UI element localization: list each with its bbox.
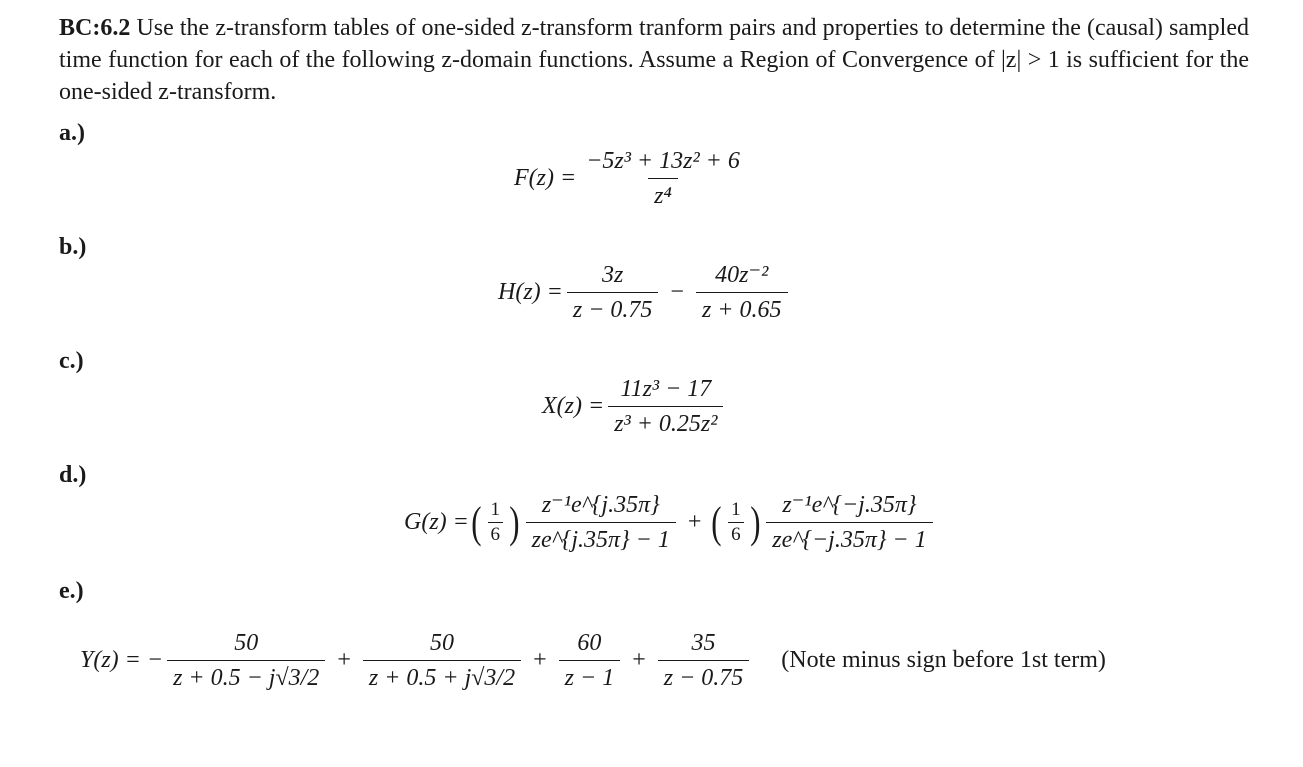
equation-d-lhs: G(z) =	[404, 509, 469, 535]
equation-d-operator: +	[687, 509, 702, 535]
equation-b-term-2-numerator: 40z⁻²	[715, 262, 769, 288]
equation-c-fraction	[608, 376, 723, 437]
equation-e-term-4-numerator: 35	[691, 630, 716, 656]
equation-e-term-1-numerator: 50	[234, 630, 259, 656]
problem-statement	[59, 12, 1249, 108]
equation-e-term-4-denominator: z − 0.75	[658, 660, 750, 691]
equation-e-plus-1: +	[337, 647, 351, 673]
part-e-label: e.)	[59, 578, 84, 604]
equation-b-term-2	[696, 262, 788, 323]
equation-d-open-paren-2: (	[711, 497, 722, 547]
equation-a-denominator: z⁴	[648, 178, 678, 209]
equation-e-term-4	[658, 630, 750, 691]
equation-d-coefficient-1	[488, 500, 504, 545]
equation-d-term-2	[766, 492, 932, 553]
equation-e-term-1	[167, 630, 325, 691]
problem-id: BC:6.2	[59, 15, 131, 41]
equation-b-term-1-denominator: z − 0.75	[567, 292, 659, 323]
equation-d-coefficient-1-denominator: 6	[488, 522, 504, 545]
equation-d	[404, 492, 937, 553]
equation-d-term-2-numerator: z⁻¹e^{−j.35π}	[782, 492, 917, 518]
part-c-label: c.)	[59, 348, 84, 374]
equation-e-term-2	[363, 630, 521, 691]
equation-e-plus-2: +	[533, 647, 547, 673]
equation-b-term-1	[567, 262, 659, 323]
equation-e-term-3-numerator: 60	[577, 630, 602, 656]
equation-b	[498, 262, 792, 323]
equation-e-term-1-denominator: z + 0.5 − j√3/2	[167, 660, 325, 691]
equation-d-close-paren-2: )	[749, 497, 761, 547]
part-d-label: d.)	[59, 462, 87, 488]
equation-c-numerator: 11z³ − 17	[620, 376, 712, 402]
equation-e-term-3-denominator: z − 1	[559, 660, 621, 691]
equation-e-lhs: Y(z) = −	[80, 647, 164, 673]
equation-a-lhs: F(z) =	[514, 165, 577, 191]
equation-c-denominator: z³ + 0.25z²	[608, 406, 723, 437]
equation-a-fraction	[580, 148, 746, 209]
equation-d-term-1	[526, 492, 676, 553]
equation-c	[542, 376, 727, 437]
equation-c-lhs: X(z) =	[542, 393, 605, 419]
equation-d-coefficient-2	[728, 500, 744, 545]
equation-d-term-1-denominator: ze^{j.35π} − 1	[526, 522, 676, 553]
part-a-label: a.)	[59, 120, 85, 146]
equation-d-coefficient-1-numerator: 1	[490, 499, 501, 520]
part-b-label: b.)	[59, 234, 87, 260]
equation-d-term-1-numerator: z⁻¹e^{j.35π}	[541, 492, 660, 518]
equation-e	[80, 630, 1106, 691]
equation-a-numerator: −5z³ + 13z² + 6	[586, 148, 740, 174]
equation-a	[514, 148, 750, 209]
equation-d-coefficient-2-numerator: 1	[731, 499, 741, 520]
equation-e-term-2-denominator: z + 0.5 + j√3/2	[363, 660, 521, 691]
equation-d-open-paren-1: (	[471, 497, 482, 547]
equation-b-lhs: H(z) =	[498, 279, 563, 305]
equation-d-coefficient-2-denominator: 6	[728, 522, 744, 545]
equation-e-term-3	[559, 630, 621, 691]
equation-b-term-1-numerator: 3z	[601, 262, 624, 288]
equation-e-term-2-numerator: 50	[429, 630, 454, 656]
equation-e-plus-3: +	[632, 647, 646, 673]
equation-b-term-2-denominator: z + 0.65	[696, 292, 788, 323]
equation-d-close-paren-1: )	[509, 497, 520, 547]
equation-b-operator: −	[670, 279, 684, 305]
equation-d-term-2-denominator: ze^{−j.35π} − 1	[766, 522, 932, 553]
equation-e-note: (Note minus sign before 1st term)	[781, 647, 1106, 673]
problem-body: Use the z-transform tables of one-sided z-transform tranform pairs and properties to determine the (causal) sampled time function for each of the following z-domain functions. Assume a Region of Convergence of |z| > 1 is sufficient for the one-sided z-transform.	[59, 15, 1249, 105]
